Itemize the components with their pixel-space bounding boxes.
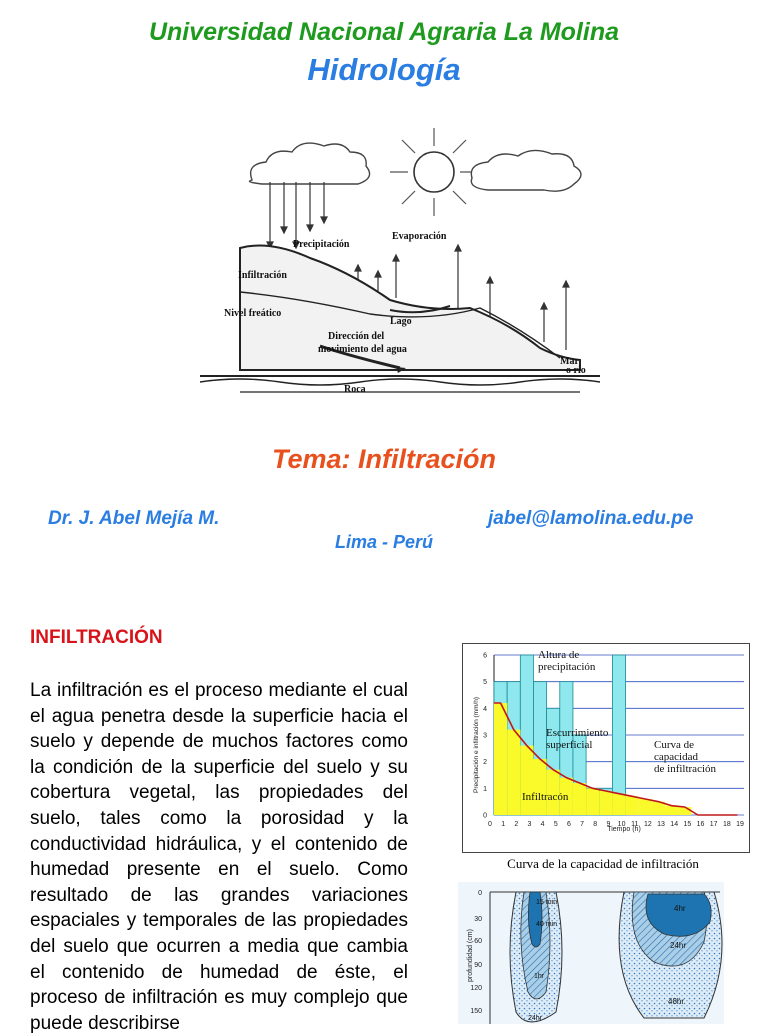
y-tick-3: 3 xyxy=(483,732,487,740)
label-sea-2: o río xyxy=(566,365,586,376)
label-4hr: 4hr xyxy=(674,904,686,913)
y-tick-150: 150 xyxy=(470,1008,482,1015)
label-lake: Lago xyxy=(390,316,412,327)
infiltration-bar-9 xyxy=(599,791,612,815)
infiltration-bar-2 xyxy=(507,730,520,815)
label-1hr: 1hr xyxy=(534,973,545,980)
label-precipitation: Precipitación xyxy=(293,239,350,250)
y-tick-60: 60 xyxy=(474,938,482,945)
profile-y-label: profundidad (cm) xyxy=(467,929,474,982)
annotation-rain-height-2: precipitación xyxy=(538,661,596,673)
label-40min: 40 min xyxy=(536,921,558,928)
infiltration-bar-10 xyxy=(612,794,625,815)
y-tick-0: 0 xyxy=(478,890,482,897)
label-infiltration: Infiltración xyxy=(238,270,287,281)
annotation-runoff: Escurrimiento superficial xyxy=(546,727,609,751)
x-tick-17: 17 xyxy=(709,821,718,828)
x-tick-6: 6 xyxy=(566,821,571,828)
infiltration-bar-8 xyxy=(586,788,599,815)
y-tick-5: 5 xyxy=(483,679,487,687)
topic-title: Tema: Infiltración xyxy=(271,444,497,474)
annotation-capacity-curve: Curva de capacidad de infiltración xyxy=(654,739,717,775)
label-evaporation: Evaporación xyxy=(392,231,447,242)
x-tick-16: 16 xyxy=(696,821,705,828)
y-tick-4: 4 xyxy=(483,705,487,713)
section-paragraph: La infiltración es el proceso mediante el cual el agua penetra desde la superficie hacia el suelo y depende de muchos factores como la condición de la superficie del suelo y su cobertura vegetal, las propiedades del suelo, tales como la porosidad y la conductividad hidráulica, y el contenido de humedad presente en el suelo. Como resultado de las grandes variaciones espaciales y temporales de las propiedades del suelo que ocurren a media que cambia el contenido de humedad de éste, el proceso de infiltración es muy complejo que puede describirse xyxy=(30,680,408,1034)
label-24hr-right: 24hr xyxy=(670,941,687,950)
infiltration-bar-14 xyxy=(665,806,678,815)
author-name: Dr. J. Abel Mejía M. xyxy=(48,508,220,529)
y-tick-2: 2 xyxy=(483,759,487,767)
x-tick-9: 9 xyxy=(606,821,611,828)
x-tick-7: 7 xyxy=(580,821,585,828)
infiltration-bar-7 xyxy=(573,783,586,815)
author-email[interactable]: jabel@lamolina.edu.pe xyxy=(488,508,694,529)
label-flow-direction-2: movimiento del agua xyxy=(318,344,407,355)
infiltration-bar-1 xyxy=(494,703,507,815)
infiltration-bar-3 xyxy=(520,746,533,815)
hydrologic-cycle-diagram xyxy=(200,120,600,400)
annotation-infiltration: Infiltracón xyxy=(522,791,569,803)
university-name: Universidad Nacional Agraria La Molina xyxy=(148,18,620,46)
x-tick-19: 19 xyxy=(736,821,744,828)
label-sea-1: Mar xyxy=(560,356,579,367)
left-bulb xyxy=(510,892,562,1022)
x-tick-14: 14 xyxy=(670,821,679,828)
y-tick-1: 1 xyxy=(483,785,487,793)
infiltration-chart xyxy=(462,643,750,853)
location: Lima - Perú xyxy=(334,532,434,552)
x-tick-12: 12 xyxy=(643,821,652,828)
label-15min: 15 min xyxy=(536,899,558,906)
y-tick-90: 90 xyxy=(474,962,482,969)
label-rock: Roca xyxy=(344,384,366,395)
x-tick-1: 1 xyxy=(501,821,506,828)
sun-icon xyxy=(390,128,482,216)
label-24hr-left: 24hr xyxy=(528,1015,543,1022)
chart-caption: Curva de la capacidad de infiltración xyxy=(507,856,699,871)
course-title: Hidrología xyxy=(307,52,461,87)
infiltration-bar-4 xyxy=(533,759,546,815)
y-axis-label: Precipitación e infiltración (mm/h) xyxy=(473,696,480,793)
x-axis-label: Tiempo (h) xyxy=(607,826,641,833)
y-tick-0: 0 xyxy=(483,812,487,820)
rain-bar-10 xyxy=(612,655,625,815)
soil-moisture-profile xyxy=(458,882,724,1024)
label-water-table: Nivel freático xyxy=(224,308,282,319)
x-tick-15: 15 xyxy=(683,821,692,828)
annotation-rain-height-1: Altura de xyxy=(538,649,580,661)
x-tick-4: 4 xyxy=(540,821,545,828)
x-tick-8: 8 xyxy=(593,821,598,828)
label-48hr: 48hr xyxy=(668,997,685,1006)
label-flow-direction-1: Dirección del xyxy=(328,331,385,342)
y-tick-120: 120 xyxy=(470,985,482,992)
right-bulb xyxy=(619,892,722,1018)
section-heading: INFILTRACIÓN xyxy=(30,627,163,648)
y-tick-6: 6 xyxy=(483,652,487,660)
infiltration-bar-15 xyxy=(678,807,691,815)
x-tick-10: 10 xyxy=(617,821,626,828)
x-tick-5: 5 xyxy=(553,821,558,828)
x-tick-3: 3 xyxy=(527,821,532,828)
x-tick-0: 0 xyxy=(488,821,492,828)
x-tick-11: 11 xyxy=(631,821,639,828)
x-tick-13: 13 xyxy=(657,821,665,828)
y-tick-30: 30 xyxy=(474,916,482,923)
x-tick-18: 18 xyxy=(722,821,731,828)
infiltration-bar-12 xyxy=(639,799,652,815)
x-tick-2: 2 xyxy=(514,821,519,828)
infiltration-bar-11 xyxy=(626,796,639,815)
